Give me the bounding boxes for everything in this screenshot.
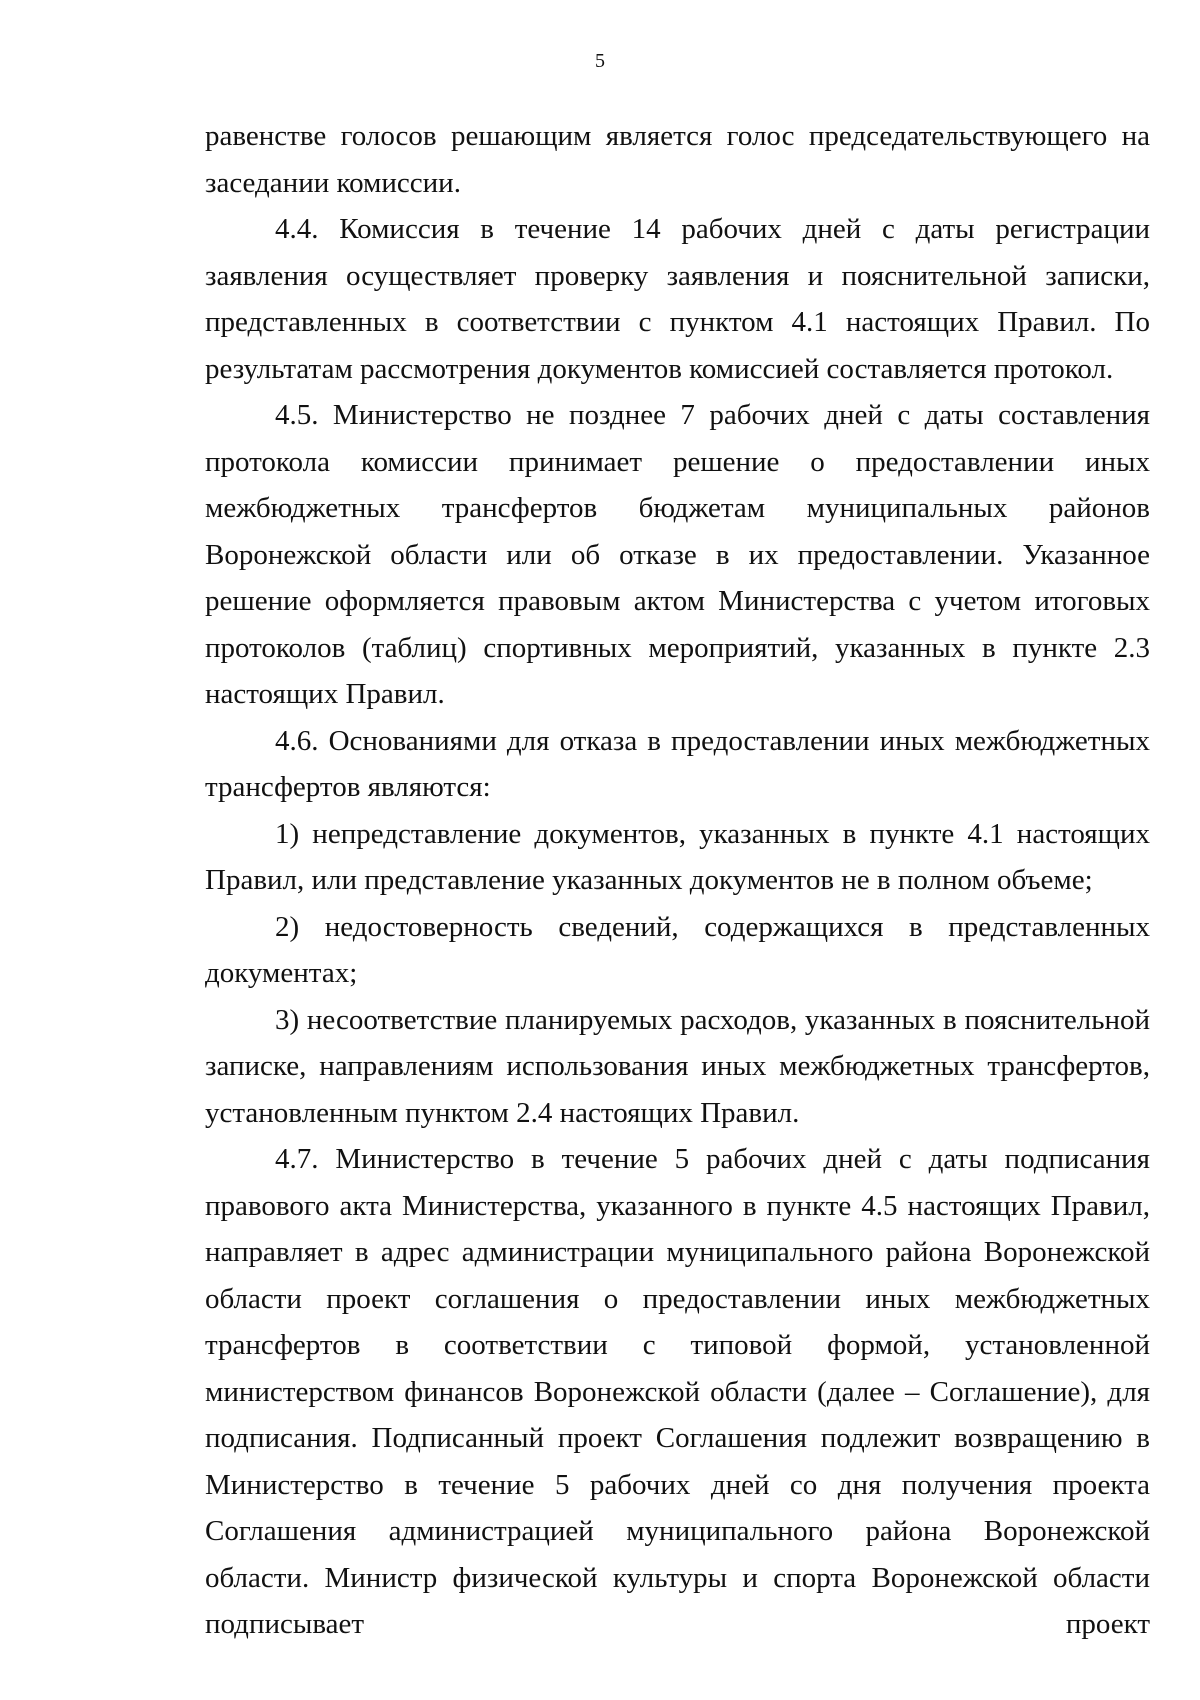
list-item-3: 3) несоответствие планируемых расходов, указанных в пояснительной записке, направлениям использования иных межбюджетных трансфертов, установленным пунктом 2.4 настоящих Правил. [205,1003,1150,1129]
paragraph-4-5: 4.5. Министерство не позднее 7 рабочих дней с даты составления протокола комиссии принимает решение о предоставлении иных межбюджетных трансфертов бюджетам муниципальных районов Воронежской области или об отказе в их предоставлении. Указанное решение оформляется правовым актом Министерства с учетом итоговых протоколов (таблиц) спортивных мероприятий, указанных в пункте 2.3 настоящих Правил. [205,399,1150,710]
document-body [205,113,1150,1648]
paragraph-4-6: 4.6. Основаниями для отказа в предоставлении иных межбюджетных трансфертов являются: [205,724,1150,803]
page-number: 5 [595,50,605,72]
list-item-2: 2) недостоверность сведений, содержащихся в представленных документах; [205,910,1150,989]
list-item-1: 1) непредставление документов, указанных в пункте 4.1 настоящих Правил, или представление указанных документов не в полном объеме; [205,817,1150,896]
paragraph-4-7: 4.7. Министерство в течение 5 рабочих дней с даты подписания правового акта Министерства, указанного в пункте 4.5 настоящих Правил, направляет в адрес администрации муниципального района Воронежской области проект соглашения о предоставлении иных межбюджетных трансфертов в соответствии с типовой формой, установленной министерством финансов Воронежской области (далее – Соглашение), для подписания. Подписанный проект Соглашения подлежит возвращению в Министерство в течение 5 рабочих дней со дня получения проекта Соглашения администрацией муниципального района Воронежской области. Министр физической культуры и спорта Воронежской области подписывает проект [205,1143,1150,1640]
paragraph-continuation: равенстве голосов решающим является голос председательствующего на заседании комиссии. [205,120,1150,199]
paragraph-4-4: 4.4. Комиссия в течение 14 рабочих дней с даты регистрации заявления осуществляет проверку заявления и пояснительной записки, представленных в соответствии с пунктом 4.1 настоящих Правил. По результатам рассмотрения документов комиссией составляется протокол. [205,213,1150,385]
